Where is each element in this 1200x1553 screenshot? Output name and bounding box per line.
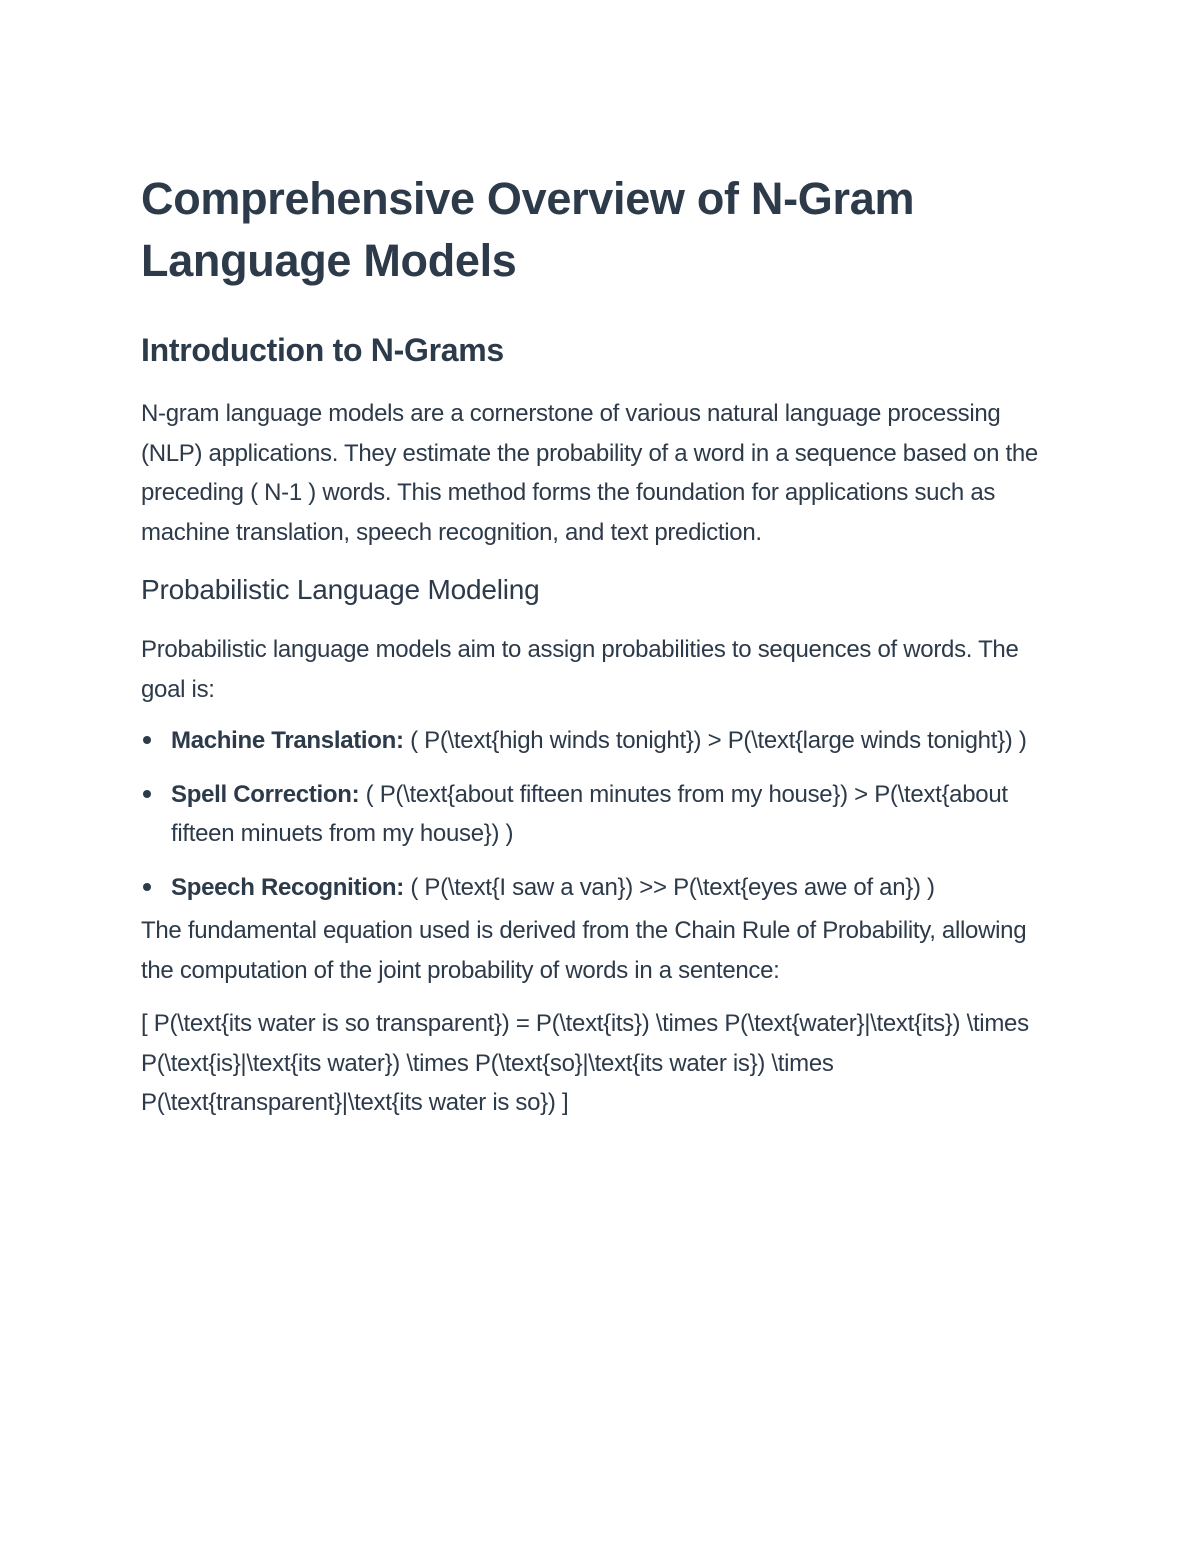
list-item-text: ( P(\text{high winds tonight}) > P(\text{large winds tonight}) ) [403, 727, 1027, 754]
document-page [141, 168, 1061, 1123]
bullet-icon [143, 790, 151, 798]
list-item-label: Speech Recognition: [171, 873, 404, 901]
list-item [141, 775, 1061, 854]
list-item-label: Spell Correction: [171, 780, 360, 808]
chain-rule-paragraph: The fundamental equation used is derived from the Chain Rule of Probability, allowing the computation of the joint probability of words in a sentence: [141, 917, 1027, 984]
section-heading-probabilistic: Probabilistic Language Modeling [141, 574, 540, 605]
section-heading-introduction: Introduction to N-Grams [141, 332, 504, 368]
list-item-label: Machine Translation: [171, 727, 404, 754]
list-item [141, 721, 1061, 761]
goal-list [141, 721, 1061, 907]
page-title: Comprehensive Overview of N-Gram Language Models [141, 173, 915, 286]
introduction-paragraph: N-gram language models are a cornerstone of various natural language processing (NLP) applications. They estimate the probability of a word in a sequence based on the preceding ( N-1 ) words. This method forms the foundation for applications such as machine translation, speech recognition, and text prediction. [141, 400, 1038, 546]
list-item-text: ( P(\text{about fifteen minutes from my house}) > P(\text{about fifteen minuets from my house}) ) [171, 780, 1008, 847]
probabilistic-paragraph: Probabilistic language models aim to assign probabilities to sequences of words. The goal is: [141, 636, 1019, 703]
list-item-text: ( P(\text{I saw a van}) >> P(\text{eyes awe of an}) ) [404, 873, 935, 901]
bullet-icon [143, 736, 151, 744]
list-item [141, 868, 1061, 908]
chain-rule-equation: [ P(\text{its water is so transparent}) = P(\text{its}) \times P(\text{water}|\text{its}) \times P(\text{is}|\text{its water}) \times P(\text{so}|\text{its water is}) \times P(\text{transparent}|\text{its water is so}) ] [141, 1010, 1029, 1116]
bullet-icon [143, 883, 151, 891]
